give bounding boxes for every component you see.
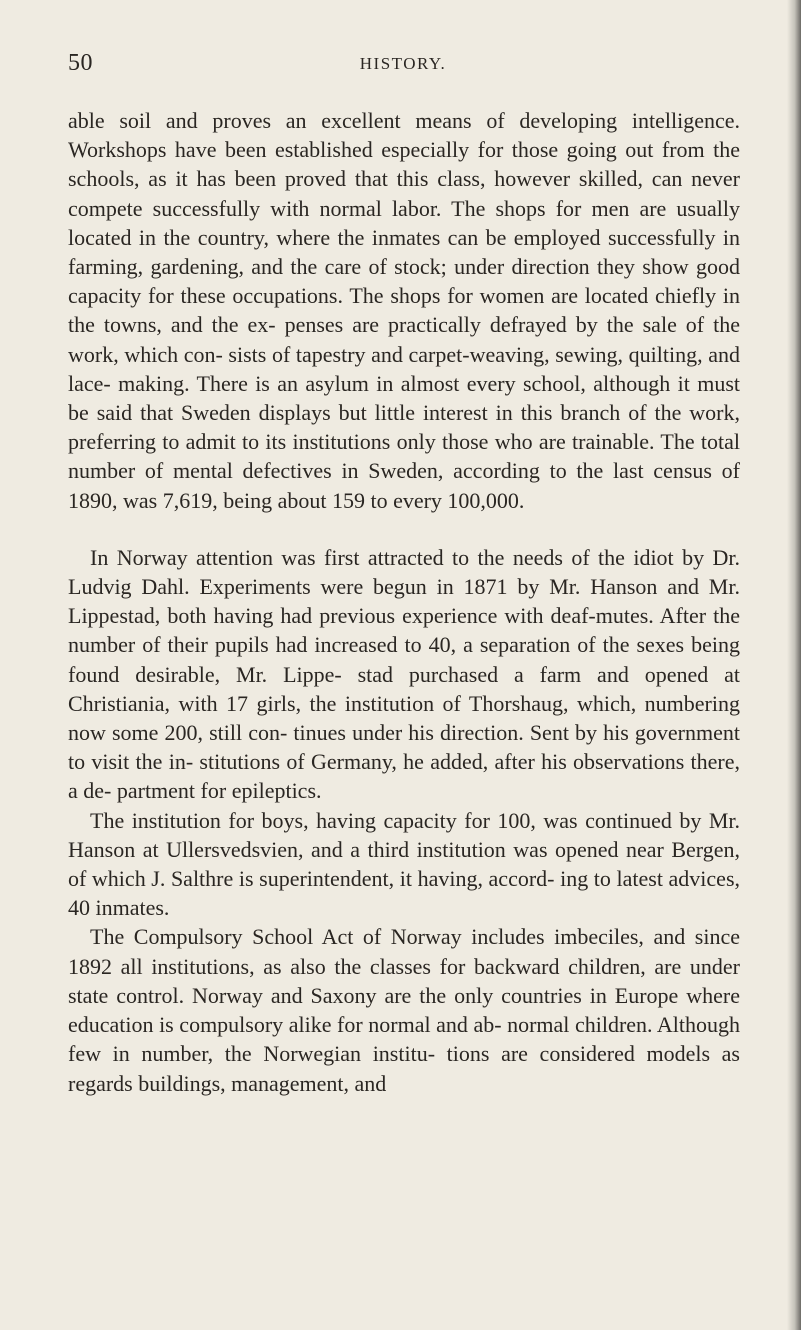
page-edge-shadow — [787, 0, 801, 1330]
paragraph-gap — [68, 515, 740, 543]
body-text — [68, 106, 740, 1098]
paragraph-sweden-continued: able soil and proves an excellent means of developing intelligence. Workshops have been established especially for those going out from the schools, as it has been proved that this class, however skilled, can never compete successfully with normal labor. The shops for men are usually located in the country, where the inmates can be employed successfully in farming, gardening, and the care of stock; under direction they show good capacity for these occupations. The shops for women are located chiefly in the towns, and the ex- penses are practically defrayed by the sale of the work, which con- sists of tapestry and carpet-weaving, sewing, quilting, and lace- making. There is an asylum in almost every school, although it must be said that Sweden displays but little interest in this branch of the work, preferring to admit to its institutions only those who are trainable. The total number of mental defectives in Sweden, according to the last census of 1890, was 7,619, being about 159 to every 100,000. — [68, 108, 740, 513]
paragraph-norway-intro: In Norway attention was first attracted to the needs of the idiot by Dr. Ludvig Dahl. Experiments were begun in 1871 by Mr. Hanson and Mr. Lippestad, both having had previous experience with deaf-mutes. After the number of their pupils had increased to 40, a separation of the sexes being found desirable, Mr. Lippe- stad purchased a farm and opened at Christiania, with 17 girls, the institution of Thorshaug, which, numbering now some 200, still con- tinues under his direction. Sent by his government to visit the in- stitutions of Germany, he added, after his observations there, a de- partment for epileptics. — [68, 544, 740, 804]
page-header — [68, 50, 738, 80]
page-number: 50 — [68, 50, 93, 76]
paragraph-compulsory-school-act: The Compulsory School Act of Norway includes imbeciles, and since 1892 all institutions, as also the classes for backward children, are under state control. Norway and Saxony are the only countries in Europe where education is compulsory alike for normal and ab- normal children. Although few in number, the Norwegian institu- tions are considered models as regards buildings, management, and — [68, 924, 740, 1096]
paragraph-boys-institution: The institution for boys, having capacity for 100, was continued by Mr. Hanson at Ullersvedsvien, and a third institution was opened near Bergen, of which J. Salthre is superintendent, it having, accord- ing to latest advices, 40 inmates. — [68, 807, 740, 921]
running-head: HISTORY. — [359, 54, 447, 73]
